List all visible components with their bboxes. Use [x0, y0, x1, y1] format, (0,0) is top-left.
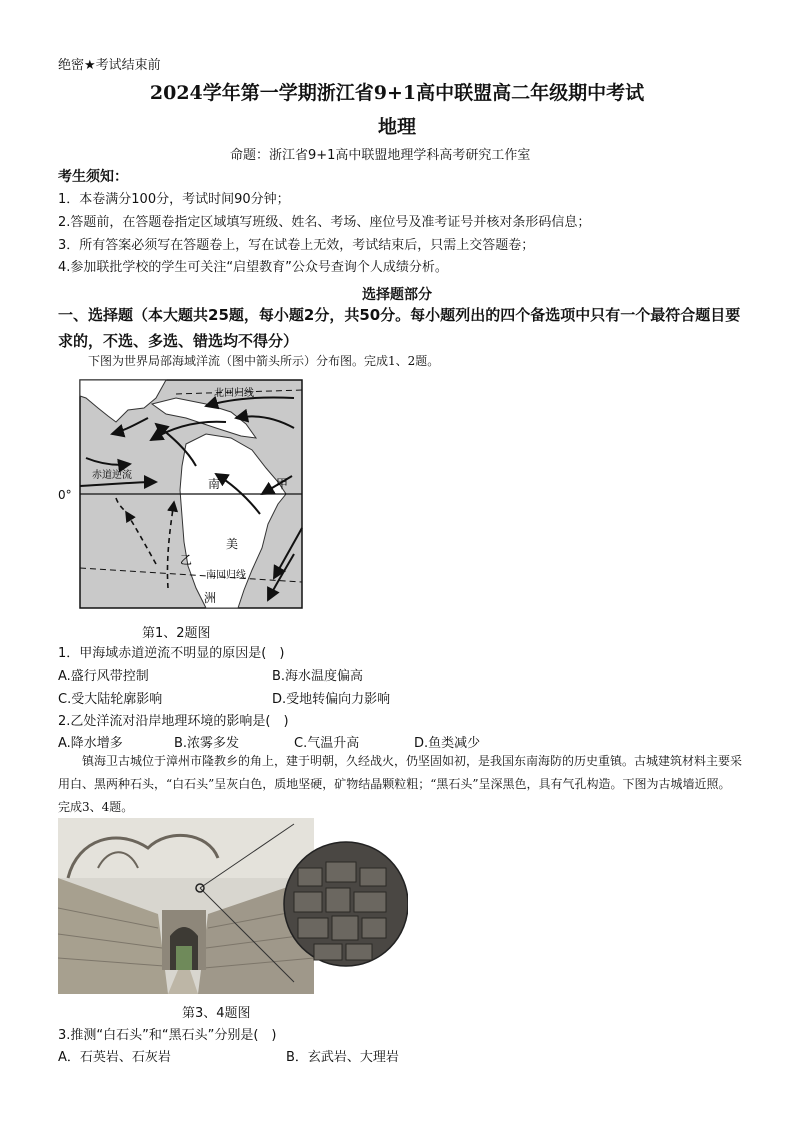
section-heading: 一、选择题（本大题共25题，每小题2分，共50分。每小题列出的四个备选项中只有一个最符合题目要求的，不选、多选、错选均不得分） [58, 306, 741, 350]
city-wall-photo [58, 818, 408, 994]
passage-text: 镇海卫古城位于漳州市隆教乡的角上，建于明朝，久经战火，仍坚固如初，是我国东南海防的历史重镇。古城建筑材料主要采用白、黑两种石头，“白石头”呈灰白色，质地坚硬，矿物结晶颗粒粗；“黑石头”呈深黑色，具有气孔构造。下图为古城墙近照。完成3、4题。 [58, 754, 743, 814]
ocean-current-map [56, 378, 316, 614]
notice-heading: 考生须知： [58, 169, 128, 185]
photo-caption: 第3、4题图 [182, 1006, 251, 1021]
notice-item: 3．所有答案必须写在答题卷上，写在试卷上无效，考试结束后，只需上交答题卷； [58, 238, 535, 253]
yi-label: 乙 [180, 553, 193, 567]
q2-option-a: A.降水增多 [58, 736, 123, 751]
counter-current-label: 赤道逆流 [92, 470, 132, 481]
notice-item: 4.参加联批学校的学生可关注“启望教育”公众号查询个人成绩分析。 [58, 260, 448, 275]
question-intro: 下图为世界局部海域洋流（图中箭头所示）分布图。完成1、2题。 [88, 354, 440, 368]
question-1-stem: 1．甲海域赤道逆流不明显的原因是( ) [58, 646, 285, 661]
tropic-south-label: 南回归线 [206, 570, 246, 581]
q1-option-b: B.海水温度偏高 [272, 669, 364, 684]
q1-option-d: D.受地转偏向力影响 [272, 692, 391, 707]
subject-title: 地理 [377, 116, 416, 138]
nan-label: 南 [208, 477, 221, 491]
equator-label: 0° [58, 488, 72, 502]
zhou-label: 洲 [204, 591, 217, 605]
notice-item: 2.答题前，在答题卷指定区域填写班级、姓名、考场、座位号及准考证号并核对条形码信息； [58, 215, 591, 230]
question-setter: 命题：浙江省9+1高中联盟地理学科高考研究工作室 [230, 148, 531, 163]
part-title: 选择题部分 [362, 287, 432, 303]
question-3-stem: 3.推测“白石头”和“黑石头”分别是( ) [58, 1028, 277, 1043]
question-2-stem: 2.乙处洋流对沿岸地理环境的影响是( ) [58, 714, 289, 729]
figure-caption: 第1、2题图 [142, 626, 211, 641]
q2-option-d: D.鱼类减少 [414, 736, 481, 751]
jia-label: 甲 [276, 477, 289, 491]
q1-option-a: A.盛行风带控制 [58, 669, 149, 684]
notice-item: 1．本卷满分100分，考试时间90分钟； [58, 192, 290, 207]
q2-option-b: B.浓雾多发 [174, 736, 240, 751]
q3-option-b: B．玄武岩、大理岩 [286, 1050, 399, 1065]
q1-option-c: C.受大陆轮廓影响 [58, 692, 163, 707]
exam-title: 2024学年第一学期浙江省9+1高中联盟高二年级期中考试 [149, 82, 645, 104]
mei-label: 美 [226, 537, 239, 551]
confidential-mark: 绝密★考试结束前 [58, 58, 161, 73]
q2-option-c: C.气温升高 [294, 736, 360, 751]
tropic-north-label: 北回归线 [214, 388, 254, 399]
q3-option-a: A．石英岩、石灰岩 [58, 1050, 171, 1065]
